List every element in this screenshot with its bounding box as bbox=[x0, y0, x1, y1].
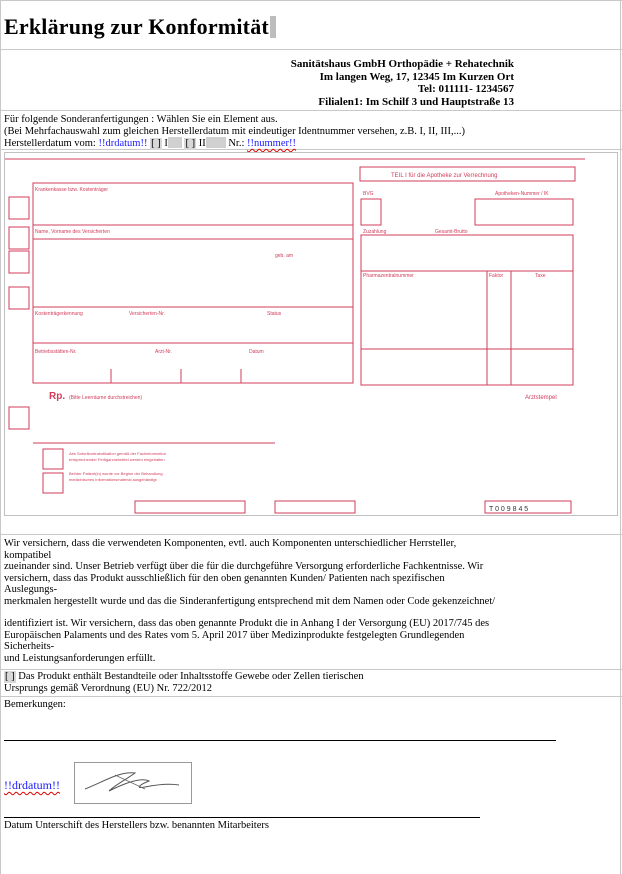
divider bbox=[0, 110, 622, 111]
company-address: Im langen Weg, 17, 12345 Im Kurzen Ort bbox=[319, 70, 514, 83]
form-field-label: Faktor bbox=[489, 273, 504, 279]
manufacture-date-row bbox=[4, 137, 465, 150]
declaration-line: und Leistungsanforderungen erfüllt. bbox=[4, 652, 156, 664]
company-name: Sanitätshaus GmbH Orthopädie + Rehatechnik bbox=[290, 58, 514, 70]
form-field-label: Pharmazentralnummer bbox=[363, 273, 414, 279]
intro-line1: Für folgende Sonderanfertigungen : Wählen Sie ein Element aus. bbox=[4, 114, 278, 125]
animal-tissue-line2: Ursprungs gemäß Verordnung (EU) Nr. 722/2012 bbox=[4, 682, 213, 694]
signature-date-field[interactable]: !!drdatum!! bbox=[4, 778, 60, 792]
intro-block bbox=[4, 114, 465, 150]
divider bbox=[0, 49, 622, 50]
company-branch: Filialen1: Im Schilf 3 und Hauptstraße 13 bbox=[318, 95, 514, 108]
declaration-line: zueinander sind. Unser Betrieb verfügt über die für die durchgeführe Versorgung erforderliche Fachkentnisse. Wir bbox=[4, 561, 484, 572]
form-field-label: Betriebsstätten-Nr. bbox=[35, 349, 77, 355]
form-note: Bei/der Patient(in) wurde vor Beginn der Behandlung bbox=[69, 471, 163, 476]
animal-tissue-block bbox=[4, 671, 364, 694]
checkbox-2[interactable]: [ ] bbox=[185, 138, 196, 149]
declaration-text bbox=[4, 538, 495, 664]
ident-field-1[interactable] bbox=[168, 137, 182, 148]
text-cursor bbox=[270, 16, 276, 38]
number-field[interactable]: !!nummer!! bbox=[247, 138, 296, 149]
form-field-label: BVG bbox=[363, 191, 374, 197]
form-note: medizinisches Informationsmaterial ausgehändigt bbox=[69, 477, 157, 482]
form-note: Abs Sofortkontraindikation gemäß der Fachinformation bbox=[69, 451, 166, 456]
remarks-line bbox=[4, 740, 556, 741]
animal-tissue-checkbox[interactable]: [ ] bbox=[5, 671, 15, 682]
declaration-line: identifiziert ist. Wir versichern, dass das oben genannte Produkt die in Anhang I der Versorgung (EU) 2017/745 des bbox=[4, 618, 490, 629]
page-right-border bbox=[620, 0, 621, 874]
form-field-label: Zuzahlung bbox=[363, 229, 387, 235]
roman-1: I bbox=[164, 138, 168, 149]
signature-caption: Datum Unterschift des Herstellers bzw. benannten Mitarbeiters bbox=[4, 820, 269, 831]
form-field-label: Taxe bbox=[535, 273, 546, 279]
date-label: Herstellerdatum vom: bbox=[4, 138, 99, 149]
form-note: entsprechender Fertigarzneimittel werden eingehalten bbox=[69, 457, 165, 462]
form-field-label: Arzt-Nr. bbox=[155, 349, 172, 355]
page-left-border bbox=[0, 0, 1, 874]
intro-line2: (Bei Mehrfachauswahl zum gleichen Herstellerdatum mit eindeutiger Identnummer versehen, z.B. I, II, III,...) bbox=[4, 125, 465, 137]
form-field-label: Status bbox=[267, 311, 282, 317]
manufacture-date-field[interactable]: !!drdatum!! bbox=[98, 138, 148, 149]
nr-label: Nr.: bbox=[228, 138, 248, 149]
form-field-label: Arztstempel bbox=[525, 395, 557, 401]
divider bbox=[0, 696, 622, 697]
checkbox-1[interactable]: [ ] bbox=[151, 138, 161, 149]
ident-field-2[interactable] bbox=[206, 137, 226, 148]
signature-image bbox=[74, 762, 192, 804]
declaration-line: Sicherheits- bbox=[4, 641, 55, 652]
form-field-label: Apotheken-Nummer / IK bbox=[495, 191, 549, 197]
company-header bbox=[291, 58, 514, 108]
document-title[interactable]: Erklärung zur Konformität bbox=[4, 14, 276, 40]
signature-line bbox=[4, 817, 480, 818]
declaration-line: versichern, dass das Produkt ausschließlich für den oben genannten Kunden/ Patienten nach spezifischen bbox=[4, 572, 445, 584]
divider bbox=[0, 669, 622, 670]
divider bbox=[0, 534, 622, 535]
divider bbox=[0, 0, 622, 1]
form-field-label: Datum bbox=[249, 349, 264, 355]
declaration-line: Europäischen Palaments und des Rates vom 5. April 2017 über Medizinprodukte festgelegten Grundlegenden bbox=[4, 629, 465, 641]
rp-label: Rp. bbox=[49, 391, 66, 402]
animal-tissue-line1: Das Produkt enthält Bestandteile oder Inhaltsstoffe Gewebe oder Zellen tierischen bbox=[15, 671, 364, 682]
roman-2: II bbox=[198, 138, 206, 149]
rp-note: (Bitte Leerräume durchstreichen) bbox=[69, 395, 143, 401]
declaration-line: merkmalen hergestellt wurde und das die Sinderanfertigung entsprechend mit dem Namen oder Code gekenzeichnet/ bbox=[4, 595, 496, 607]
declaration-line: Auslegungs- bbox=[4, 584, 58, 595]
prescription-form-image bbox=[4, 152, 618, 516]
form-header-text: TEIL I für die Apotheke zur Verrechnung bbox=[391, 173, 498, 179]
company-phone: Tel: 011111- 1234567 bbox=[417, 83, 514, 95]
declaration-line: Wir versichern, dass die verwendeten Komponenten, evtl. auch Komponenten unterschiedlicher Herrsteller, bbox=[4, 538, 457, 549]
form-serial: T 0 0 9 8 4 5 bbox=[489, 506, 529, 513]
form-field-label: Versicherten-Nr. bbox=[129, 311, 165, 317]
form-field-label: geb. am bbox=[275, 253, 294, 259]
remarks-label: Bemerkungen: bbox=[4, 699, 66, 710]
form-field-label: Name, Vorname des Versicherten bbox=[35, 229, 110, 235]
form-field-label: Gesamt-Brutto bbox=[435, 229, 468, 235]
form-field-label: Kostenträgerkennung bbox=[35, 311, 83, 317]
declaration-line: kompatibel bbox=[4, 549, 52, 561]
form-field-label: Krankenkasse bzw. Kostenträger bbox=[35, 187, 109, 193]
